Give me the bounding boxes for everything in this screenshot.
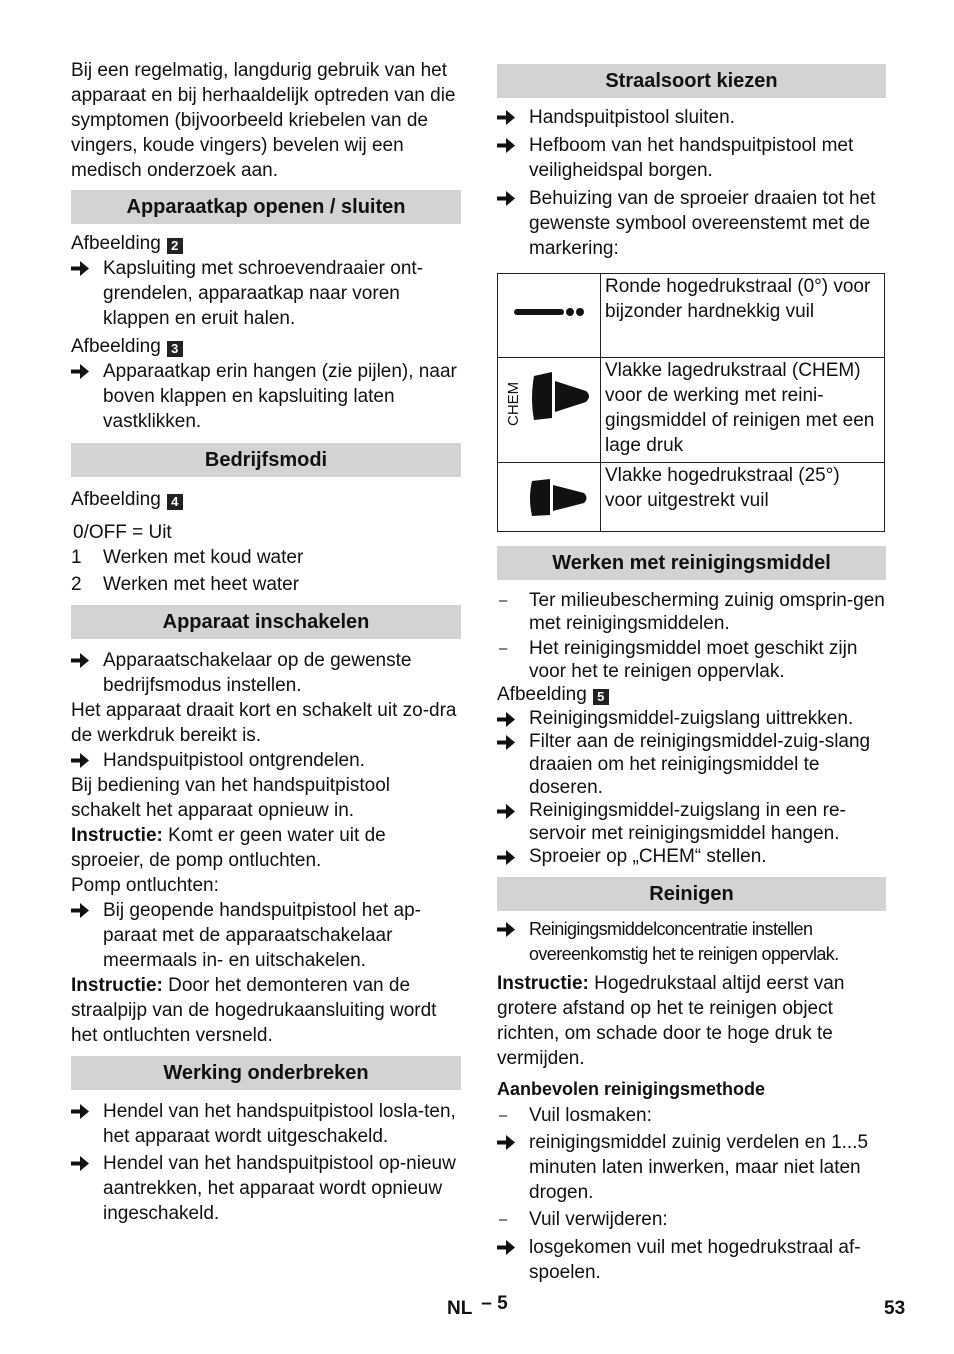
figure-number-box: 5 — [593, 689, 609, 705]
section-heading-straalsoort: Straalsoort kiezen — [497, 64, 886, 98]
arrow-right-icon — [71, 648, 95, 673]
table-row — [498, 274, 885, 358]
figure-number-box: 2 — [167, 238, 183, 254]
table-cell: Vlakke hogedrukstraal (25°) voor uitgestrekt vuil — [601, 463, 885, 532]
paragraph: Pomp ontluchten: — [71, 875, 219, 896]
section-heading-bedrijfsmodi: Bedrijfsmodi — [71, 443, 461, 477]
arrow-right-icon — [497, 845, 521, 870]
instruction-step: Bij geopende handspuitpistool het ap-paraat met de apparaatschakelaar meermaals in- en uitschakelen. — [71, 898, 461, 973]
section-heading-reinigingsmiddel: Werken met reinigingsmiddel — [497, 546, 886, 580]
arrow-right-icon — [71, 898, 95, 923]
instruction-note: Instructie: Hogedrukstaal altijd eerst van grotere afstand op het te reinigen object richten, om schade door te hoge druk te vermijden. — [497, 973, 845, 1069]
section-heading-inschakelen: Apparaat inschakelen — [71, 605, 461, 639]
arrow-right-icon — [497, 1235, 521, 1260]
round-jet-icon — [498, 274, 600, 350]
section-heading-onderbreken: Werking onderbreken — [71, 1056, 461, 1090]
figure-reference: Afbeelding 3 — [71, 334, 461, 359]
mode-off: 0/OFF = Uit — [73, 522, 172, 543]
intro-paragraph: Bij een regelmatig, langdurig gebruik van het apparaat en bij herhaaldelijk optreden van die symptomen (bijvoorbeeld kriebelen van de vingers, koude vingers) bevelen wij een medisch onderzoek aan. — [71, 60, 456, 181]
paragraph: Bij bediening van het handspuitpistool schakelt het apparaat opnieuw in. — [71, 775, 391, 821]
dash-bullet: – — [499, 592, 508, 609]
figure-number-box: 3 — [167, 341, 183, 357]
instruction-step: Reinigingsmiddel-zuigslang in een re-servoir met reinigingsmiddel hangen. — [497, 799, 886, 845]
instruction-step: Handspuitpistool ontgrendelen. — [71, 748, 461, 773]
instruction-step: Reinigingsmiddelconcentratie instellen overeenkomstig het te reinigen oppervlak. — [497, 917, 886, 967]
arrow-right-icon — [71, 748, 95, 773]
list-item: – Vuil verwijderen: — [499, 1209, 668, 1230]
arrow-right-icon — [497, 707, 521, 732]
arrow-right-icon — [497, 105, 521, 130]
instruction-step: Kapsluiting met schroevendraaier ont-grendelen, apparaatkap naar voren klappen en eruit halen. — [71, 256, 461, 331]
arrow-right-icon — [497, 133, 521, 158]
spray-type-table — [497, 273, 885, 532]
instruction-step: Handspuitpistool sluiten. — [497, 105, 886, 130]
section-heading-reinigen: Reinigen — [497, 877, 886, 911]
figure-reference: Afbeelding 2 — [71, 231, 461, 256]
figure-reference: Afbeelding 4 — [71, 487, 461, 512]
instruction-step: Apparaatschakelaar op de gewenste bedrijfsmodus instellen. — [71, 648, 461, 698]
section-heading-apparaatkap: Apparaatkap openen / sluiten — [71, 190, 461, 224]
mode-item: 1 Werken met koud water — [71, 547, 304, 568]
arrow-right-icon — [71, 359, 95, 384]
instruction-note: Instructie: Komt er geen water uit de sproeier, de pomp ontluchten. — [71, 825, 386, 871]
dash-bullet: – — [499, 1211, 508, 1228]
instruction-step: Apparaatkap erin hangen (zie pijlen), naar boven klappen en kapsluiting laten vastklikken. — [71, 359, 461, 434]
instruction-note: Instructie: Door het demonteren van de straalpijp van de hogedrukaansluiting wordt het ontluchten versneld. — [71, 975, 437, 1046]
instruction-step: Reinigingsmiddel-zuigslang uittrekken. — [497, 707, 886, 730]
method-title: Aanbevolen reinigingsmethode — [497, 1079, 766, 1099]
instruction-step: Sproeier op „CHEM“ stellen. — [497, 845, 886, 868]
flat-high-pressure-jet-icon — [498, 463, 600, 531]
table-row — [498, 358, 885, 463]
list-item: – Vuil losmaken: — [499, 1105, 652, 1126]
instruction-step: Behuizing van de sproeier draaien tot het gewenste symbool overeenstemt met de markering: — [497, 186, 886, 261]
figure-number-box: 4 — [167, 494, 183, 510]
dash-bullet: – — [499, 1107, 508, 1124]
arrow-right-icon — [71, 256, 95, 281]
instruction-step: Hefboom van het handspuitpistool met veiligheidspal borgen. — [497, 133, 886, 183]
table-row — [498, 463, 885, 532]
arrow-right-icon — [497, 799, 521, 824]
figure-reference: Afbeelding 5 — [497, 683, 886, 707]
instruction-step: losgekomen vuil met hogedrukstraal af-spoelen. — [497, 1235, 886, 1285]
arrow-right-icon — [497, 1130, 521, 1155]
list-item: – Ter milieubescherming zuinig omsprin-gen met reinigingsmiddelen. — [499, 590, 885, 634]
right-column — [497, 64, 886, 1285]
arrow-right-icon — [497, 917, 521, 942]
instruction-step: reinigingsmiddel zuinig verdelen en 1...5 minuten laten inwerken, maar niet laten drogen. — [497, 1130, 886, 1205]
footer-language: NL – 5 — [447, 1293, 508, 1319]
table-cell: Ronde hogedrukstraal (0°) voor bijzonder hardnekkig vuil — [601, 274, 885, 358]
list-item: – Het reinigingsmiddel moet geschikt zijn voor het te reinigen oppervlak. — [499, 638, 858, 682]
left-column — [71, 58, 461, 1226]
footer-section-page: – 5 — [481, 1293, 508, 1314]
table-cell: Vlakke lagedrukstraal (CHEM) voor de werking met reini-gingsmiddel of reinigen met een lage druk — [601, 358, 885, 463]
page-number: 53 — [884, 1298, 906, 1319]
arrow-right-icon — [71, 1099, 95, 1124]
instruction-step: Hendel van het handspuitpistool losla-ten, het apparaat wordt uitgeschakeld. — [71, 1099, 461, 1149]
mode-item: 2 Werken met heet water — [71, 574, 300, 595]
arrow-right-icon — [71, 1151, 95, 1176]
arrow-right-icon — [497, 186, 521, 211]
arrow-right-icon — [497, 730, 521, 755]
paragraph: Het apparaat draait kort en schakelt uit zo-dra de werkdruk bereikt is. — [71, 700, 457, 746]
dash-bullet: – — [499, 640, 508, 657]
instruction-step: Filter aan de reinigingsmiddel-zuig-slang draaien om het reinigingsmiddel te doseren. — [497, 730, 886, 799]
chem-label: CHEM — [505, 381, 522, 426]
instruction-step: Hendel van het handspuitpistool op-nieuw aantrekken, het apparaat wordt opnieuw ingeschakeld. — [71, 1151, 461, 1226]
